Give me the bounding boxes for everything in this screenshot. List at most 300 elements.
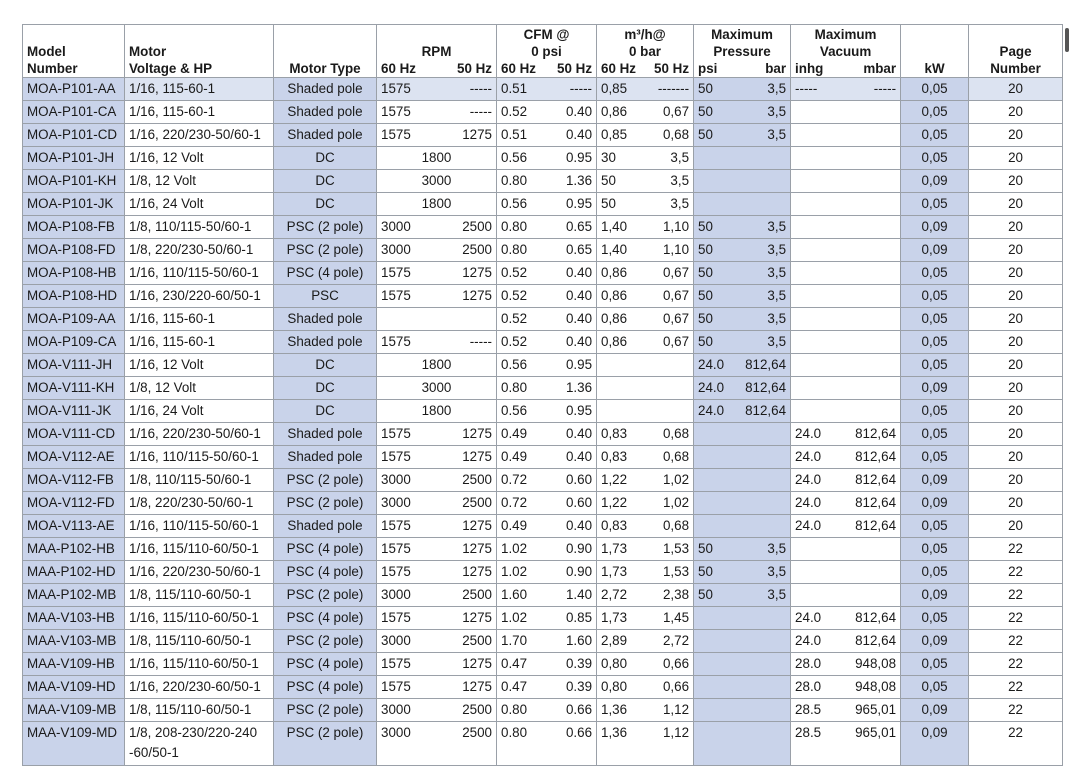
table-row — [23, 492, 1063, 515]
cell-rpm-50: 1275 — [435, 561, 497, 584]
cell-model: MOA-V111-KH — [23, 377, 125, 400]
cell-m3h-60: 0,80 — [597, 653, 645, 676]
cell-psi — [694, 423, 740, 446]
table-body — [23, 78, 1063, 766]
cell-m3h-60: 0,86 — [597, 101, 645, 124]
cell-cfm-60: 0.80 — [497, 170, 545, 193]
cell-kw: 0,09 — [901, 722, 969, 766]
cell-rpm-60: 1575 — [377, 446, 435, 469]
cell-inhg: 24.0 — [791, 469, 848, 492]
cell-cfm-60: 0.56 — [497, 147, 545, 170]
cell-inhg: 24.0 — [791, 492, 848, 515]
cell-m3h-60: 1,73 — [597, 561, 645, 584]
cell-psi: 50 — [694, 561, 740, 584]
page-edge-bar — [1065, 28, 1069, 52]
cell-cfm-60: 1.02 — [497, 561, 545, 584]
table-row — [23, 699, 1063, 722]
cell-cfm-60: 0.52 — [497, 262, 545, 285]
cell-motor: 1/8, 12 Volt — [125, 377, 274, 400]
cell-motor: 1/16, 220/230-50/60-1 — [125, 561, 274, 584]
cell-bar — [740, 630, 791, 653]
cell-cfm-60: 0.47 — [497, 653, 545, 676]
cell-inhg — [791, 124, 848, 147]
table-row — [23, 285, 1063, 308]
cell-cfm-60: 0.52 — [497, 308, 545, 331]
cell-motor: 1/16, 115-60-1 — [125, 78, 274, 101]
cell-rpm-50: 2500 — [435, 492, 497, 515]
cell-motor: 1/16, 115-60-1 — [125, 308, 274, 331]
cell-motor-type: PSC (2 pole) — [274, 699, 377, 722]
cell-page: 20 — [969, 469, 1063, 492]
cell-motor-type: PSC — [274, 285, 377, 308]
cell-motor: 1/16, 110/115-50/60-1 — [125, 262, 274, 285]
cell-bar — [740, 607, 791, 630]
header-rpm: RPM — [377, 43, 497, 60]
cell-model: MAA-V103-MB — [23, 630, 125, 653]
cell-m3h-50: 1,10 — [645, 239, 694, 262]
cell-rpm-60: 3000 — [377, 239, 435, 262]
cell-m3h-50: ------- — [645, 78, 694, 101]
cell-rpm: 1800 — [377, 400, 497, 423]
cell-motor: 1/16, 24 Volt — [125, 193, 274, 216]
cell-mbar: 812,64 — [848, 515, 901, 538]
cell-kw: 0,09 — [901, 584, 969, 607]
header-model-top — [23, 25, 125, 44]
cell-bar — [740, 492, 791, 515]
cell-psi: 50 — [694, 538, 740, 561]
cell-inhg: 28.5 — [791, 722, 848, 766]
cell-model: MOA-V112-AE — [23, 446, 125, 469]
cell-inhg — [791, 331, 848, 354]
header-mbar: mbar — [848, 60, 901, 78]
cell-model: MOA-P101-KH — [23, 170, 125, 193]
cell-psi: 24.0 — [694, 377, 740, 400]
cell-rpm-50 — [435, 308, 497, 331]
cell-rpm-50: 1275 — [435, 285, 497, 308]
cell-mbar — [848, 308, 901, 331]
cell-cfm-60: 0.72 — [497, 492, 545, 515]
cell-kw: 0,09 — [901, 170, 969, 193]
cell-motor-type: PSC (2 pole) — [274, 630, 377, 653]
cell-model: MOA-P108-FB — [23, 216, 125, 239]
cell-m3h-50: 0,67 — [645, 308, 694, 331]
cell-cfm-50: 0.39 — [545, 676, 597, 699]
cell-cfm-50: 0.39 — [545, 653, 597, 676]
cell-motor-type: PSC (2 pole) — [274, 722, 377, 766]
cell-motor-type: Shaded pole — [274, 446, 377, 469]
cell-motor: 1/16, 115/110-60/50-1 — [125, 607, 274, 630]
cell-m3h-50: 0,68 — [645, 515, 694, 538]
cell-m3h-60: 0,86 — [597, 308, 645, 331]
cell-m3h-50: 0,66 — [645, 653, 694, 676]
cell-cfm-50: 0.40 — [545, 515, 597, 538]
cell-m3h-50: 1,12 — [645, 699, 694, 722]
table-row — [23, 584, 1063, 607]
cell-motor-type: PSC (4 pole) — [274, 676, 377, 699]
cell-rpm-60: 1575 — [377, 676, 435, 699]
cell-mbar: 812,64 — [848, 607, 901, 630]
cell-cfm-50: ----- — [545, 78, 597, 101]
cell-kw: 0,05 — [901, 262, 969, 285]
cell-mbar — [848, 239, 901, 262]
cell-cfm-60: 0.49 — [497, 446, 545, 469]
header-maxv-top: Maximum — [791, 25, 901, 44]
cell-motor-type: Shaded pole — [274, 78, 377, 101]
cell-inhg — [791, 216, 848, 239]
cell-bar — [740, 515, 791, 538]
cell-inhg — [791, 147, 848, 170]
cell-page: 20 — [969, 515, 1063, 538]
cell-inhg — [791, 239, 848, 262]
cell-kw: 0,09 — [901, 239, 969, 262]
cell-model: MOA-V112-FB — [23, 469, 125, 492]
cell-motor-type: PSC (2 pole) — [274, 469, 377, 492]
cell-cfm-60: 0.51 — [497, 124, 545, 147]
cell-bar: 3,5 — [740, 239, 791, 262]
header-m3h-50: 50 Hz — [645, 60, 694, 78]
cell-inhg — [791, 308, 848, 331]
cell-kw: 0,05 — [901, 78, 969, 101]
cell-mbar — [848, 193, 901, 216]
cell-rpm-60: 1575 — [377, 101, 435, 124]
cell-motor-type: DC — [274, 147, 377, 170]
cell-rpm-50: 1275 — [435, 124, 497, 147]
cell-motor: 1/16, 12 Volt — [125, 147, 274, 170]
cell-motor: 1/16, 220/230-50/60-1 — [125, 124, 274, 147]
cell-motor: 1/8, 110/115-50/60-1 — [125, 469, 274, 492]
cell-cfm-60: 0.49 — [497, 515, 545, 538]
cell-page: 20 — [969, 216, 1063, 239]
table-row — [23, 377, 1063, 400]
cell-bar: 3,5 — [740, 78, 791, 101]
cell-m3h-50: 0,67 — [645, 262, 694, 285]
cell-cfm-50: 1.40 — [545, 584, 597, 607]
cell-cfm-50: 0.85 — [545, 607, 597, 630]
cell-model: MOA-V111-CD — [23, 423, 125, 446]
cell-cfm-50: 0.40 — [545, 101, 597, 124]
cell-m3h-60: 0,83 — [597, 423, 645, 446]
cell-kw: 0,05 — [901, 538, 969, 561]
header-cfm-60: 60 Hz — [497, 60, 545, 78]
header-type-1 — [274, 43, 377, 60]
cell-inhg — [791, 170, 848, 193]
table-row — [23, 561, 1063, 584]
cell-rpm-50: 1275 — [435, 676, 497, 699]
cell-psi — [694, 147, 740, 170]
cell-m3h-60 — [597, 377, 645, 400]
cell-page: 22 — [969, 561, 1063, 584]
cell-cfm-60: 0.72 — [497, 469, 545, 492]
cell-psi — [694, 515, 740, 538]
cell-cfm-50: 0.66 — [545, 699, 597, 722]
cell-m3h-50: 1,53 — [645, 538, 694, 561]
cell-rpm-60: 1575 — [377, 331, 435, 354]
cell-rpm-50: 2500 — [435, 469, 497, 492]
cell-m3h-60: 1,73 — [597, 607, 645, 630]
cell-motor-type: PSC (2 pole) — [274, 584, 377, 607]
header-m3h-top: m³/h@ — [597, 25, 694, 44]
cell-mbar — [848, 262, 901, 285]
cell-model: MOA-P101-CA — [23, 101, 125, 124]
cell-cfm-60: 0.80 — [497, 699, 545, 722]
cell-mbar — [848, 331, 901, 354]
cell-page: 20 — [969, 308, 1063, 331]
cell-motor: 1/16, 115/110-60/50-1 — [125, 653, 274, 676]
cell-motor: 1/16, 115/110-60/50-1 — [125, 538, 274, 561]
cell-page: 20 — [969, 377, 1063, 400]
cell-m3h-50: 3,5 — [645, 147, 694, 170]
cell-bar: 3,5 — [740, 124, 791, 147]
cell-page: 20 — [969, 354, 1063, 377]
cell-model: MOA-P101-AA — [23, 78, 125, 101]
cell-cfm-50: 0.40 — [545, 423, 597, 446]
cell-mbar — [848, 124, 901, 147]
cell-rpm-60: 1575 — [377, 561, 435, 584]
cell-bar: 3,5 — [740, 262, 791, 285]
cell-model: MOA-P101-JK — [23, 193, 125, 216]
cell-motor: 1/8, 12 Volt — [125, 170, 274, 193]
cell-motor: 1/16, 220/230-50/60-1 — [125, 423, 274, 446]
cell-psi: 24.0 — [694, 354, 740, 377]
cell-cfm-50: 0.40 — [545, 331, 597, 354]
cell-mbar — [848, 216, 901, 239]
header-model-1: Model — [23, 43, 125, 60]
cell-rpm-60: 1575 — [377, 262, 435, 285]
cell-m3h-60 — [597, 354, 645, 377]
cell-cfm-60: 0.56 — [497, 354, 545, 377]
cell-m3h-50 — [645, 354, 694, 377]
cell-m3h-60: 1,36 — [597, 722, 645, 766]
cell-kw: 0,09 — [901, 216, 969, 239]
header-inhg: inhg — [791, 60, 848, 78]
cell-inhg — [791, 101, 848, 124]
cell-m3h-60: 0,83 — [597, 446, 645, 469]
cell-psi — [694, 653, 740, 676]
cell-cfm-50: 0.95 — [545, 193, 597, 216]
table-row — [23, 101, 1063, 124]
cell-mbar: 948,08 — [848, 653, 901, 676]
cell-m3h-50: 1,02 — [645, 469, 694, 492]
cell-cfm-60: 0.80 — [497, 239, 545, 262]
header-motor-top — [125, 25, 274, 44]
cell-rpm-60: 3000 — [377, 722, 435, 766]
table-row — [23, 331, 1063, 354]
cell-m3h-50: 3,5 — [645, 170, 694, 193]
cell-m3h-50: 0,67 — [645, 285, 694, 308]
cell-cfm-50: 0.65 — [545, 216, 597, 239]
cell-mbar: 948,08 — [848, 676, 901, 699]
table-row — [23, 170, 1063, 193]
cell-page: 20 — [969, 78, 1063, 101]
cell-psi: 50 — [694, 262, 740, 285]
cell-psi — [694, 676, 740, 699]
cell-motor-type: Shaded pole — [274, 515, 377, 538]
cell-motor: 1/8, 115/110-60/50-1 — [125, 630, 274, 653]
cell-kw: 0,05 — [901, 285, 969, 308]
cell-motor: 1/16, 110/115-50/60-1 — [125, 515, 274, 538]
cell-psi: 24.0 — [694, 400, 740, 423]
table-row — [23, 216, 1063, 239]
table-row — [23, 469, 1063, 492]
header-row-1 — [23, 25, 1063, 44]
cell-model: MAA-V109-MD — [23, 722, 125, 766]
cell-motor: 1/8, 208-230/220-240 -60/50-1 — [125, 722, 274, 766]
cell-model: MAA-P102-HD — [23, 561, 125, 584]
cell-kw: 0,09 — [901, 469, 969, 492]
cell-inhg — [791, 262, 848, 285]
cell-rpm-60: 3000 — [377, 216, 435, 239]
cell-bar — [740, 699, 791, 722]
cell-inhg: 24.0 — [791, 515, 848, 538]
cell-rpm-60: 1575 — [377, 653, 435, 676]
cell-kw: 0,05 — [901, 147, 969, 170]
cell-cfm-60: 1.02 — [497, 538, 545, 561]
table-row — [23, 446, 1063, 469]
cell-kw: 0,05 — [901, 331, 969, 354]
cell-model: MAA-V109-HB — [23, 653, 125, 676]
cell-inhg: 24.0 — [791, 423, 848, 446]
cell-m3h-60: 0,86 — [597, 331, 645, 354]
cell-page: 20 — [969, 262, 1063, 285]
cell-bar — [740, 722, 791, 766]
cell-rpm-50: 2500 — [435, 239, 497, 262]
cell-bar: 3,5 — [740, 561, 791, 584]
header-cfm: 0 psi — [497, 43, 597, 60]
cell-m3h-60: 30 — [597, 147, 645, 170]
cell-cfm-60: 0.80 — [497, 722, 545, 766]
header-page-1: Page — [969, 43, 1063, 60]
cell-cfm-60: 0.52 — [497, 331, 545, 354]
cell-motor: 1/16, 230/220-60/50-1 — [125, 285, 274, 308]
cell-kw: 0,05 — [901, 308, 969, 331]
cell-inhg — [791, 400, 848, 423]
cell-m3h-60: 1,40 — [597, 239, 645, 262]
cell-model: MOA-V111-JK — [23, 400, 125, 423]
cell-cfm-60: 0.51 — [497, 78, 545, 101]
cell-model: MOA-V112-FD — [23, 492, 125, 515]
cell-kw: 0,05 — [901, 124, 969, 147]
cell-cfm-50: 0.95 — [545, 354, 597, 377]
table-row — [23, 193, 1063, 216]
cell-bar: 3,5 — [740, 101, 791, 124]
cell-m3h-50: 0,67 — [645, 331, 694, 354]
cell-m3h-50: 0,67 — [645, 101, 694, 124]
cell-m3h-50: 0,68 — [645, 423, 694, 446]
cell-model: MAA-V109-HD — [23, 676, 125, 699]
cell-rpm-50: 1275 — [435, 262, 497, 285]
cell-rpm-60: 1575 — [377, 423, 435, 446]
cell-bar — [740, 193, 791, 216]
cell-bar: 3,5 — [740, 308, 791, 331]
cell-m3h-50 — [645, 400, 694, 423]
cell-rpm-60: 1575 — [377, 538, 435, 561]
cell-inhg: ----- — [791, 78, 848, 101]
cell-rpm: 3000 — [377, 170, 497, 193]
cell-motor-type: DC — [274, 170, 377, 193]
cell-page: 20 — [969, 423, 1063, 446]
cell-m3h-60: 0,86 — [597, 262, 645, 285]
cell-psi — [694, 722, 740, 766]
cell-rpm-60: 3000 — [377, 492, 435, 515]
cell-m3h-60: 50 — [597, 170, 645, 193]
cell-cfm-50: 1.36 — [545, 170, 597, 193]
header-m3h-60: 60 Hz — [597, 60, 645, 78]
cell-inhg: 24.0 — [791, 607, 848, 630]
cell-bar: 812,64 — [740, 354, 791, 377]
cell-inhg — [791, 561, 848, 584]
cell-cfm-50: 1.60 — [545, 630, 597, 653]
cell-mbar — [848, 584, 901, 607]
cell-page: 22 — [969, 538, 1063, 561]
cell-kw: 0,09 — [901, 699, 969, 722]
cell-kw: 0,05 — [901, 561, 969, 584]
cell-motor-type: PSC (4 pole) — [274, 607, 377, 630]
cell-mbar: 965,01 — [848, 722, 901, 766]
table-row — [23, 676, 1063, 699]
cell-bar — [740, 469, 791, 492]
cell-motor-type: PSC (2 pole) — [274, 216, 377, 239]
cell-kw: 0,05 — [901, 193, 969, 216]
cell-cfm-50: 0.65 — [545, 239, 597, 262]
cell-page: 20 — [969, 124, 1063, 147]
cell-mbar — [848, 101, 901, 124]
cell-m3h-60: 0,80 — [597, 676, 645, 699]
header-maxp: Pressure — [694, 43, 791, 60]
cell-page: 20 — [969, 400, 1063, 423]
cell-rpm-50: ----- — [435, 78, 497, 101]
cell-bar: 3,5 — [740, 584, 791, 607]
cell-rpm-60: 3000 — [377, 699, 435, 722]
cell-page: 20 — [969, 193, 1063, 216]
cell-m3h-60: 0,86 — [597, 285, 645, 308]
header-rpm-top — [377, 25, 497, 44]
cell-rpm-60: 1575 — [377, 285, 435, 308]
cell-bar — [740, 147, 791, 170]
cell-motor: 1/16, 115-60-1 — [125, 101, 274, 124]
cell-inhg — [791, 538, 848, 561]
header-kw-top — [901, 25, 969, 44]
cell-model: MAA-V109-MB — [23, 699, 125, 722]
cell-rpm: 1800 — [377, 354, 497, 377]
cell-kw: 0,05 — [901, 423, 969, 446]
table-row — [23, 308, 1063, 331]
cell-psi — [694, 469, 740, 492]
cell-inhg — [791, 285, 848, 308]
cell-mbar — [848, 561, 901, 584]
cell-rpm-60 — [377, 308, 435, 331]
cell-bar: 3,5 — [740, 216, 791, 239]
cell-rpm-60: 1575 — [377, 607, 435, 630]
cell-psi: 50 — [694, 584, 740, 607]
cell-psi: 50 — [694, 308, 740, 331]
cell-psi — [694, 699, 740, 722]
cell-psi: 50 — [694, 216, 740, 239]
cell-psi: 50 — [694, 124, 740, 147]
cell-cfm-60: 0.49 — [497, 423, 545, 446]
cell-mbar: 812,64 — [848, 630, 901, 653]
header-psi: psi — [694, 60, 740, 78]
cell-m3h-50: 1,45 — [645, 607, 694, 630]
cell-mbar — [848, 147, 901, 170]
cell-cfm-50: 0.60 — [545, 469, 597, 492]
cell-page: 20 — [969, 147, 1063, 170]
header-kw-1 — [901, 43, 969, 60]
cell-bar: 3,5 — [740, 538, 791, 561]
cell-kw: 0,05 — [901, 607, 969, 630]
cell-kw: 0,05 — [901, 515, 969, 538]
cell-page: 20 — [969, 285, 1063, 308]
cell-rpm-50: 2500 — [435, 722, 497, 766]
